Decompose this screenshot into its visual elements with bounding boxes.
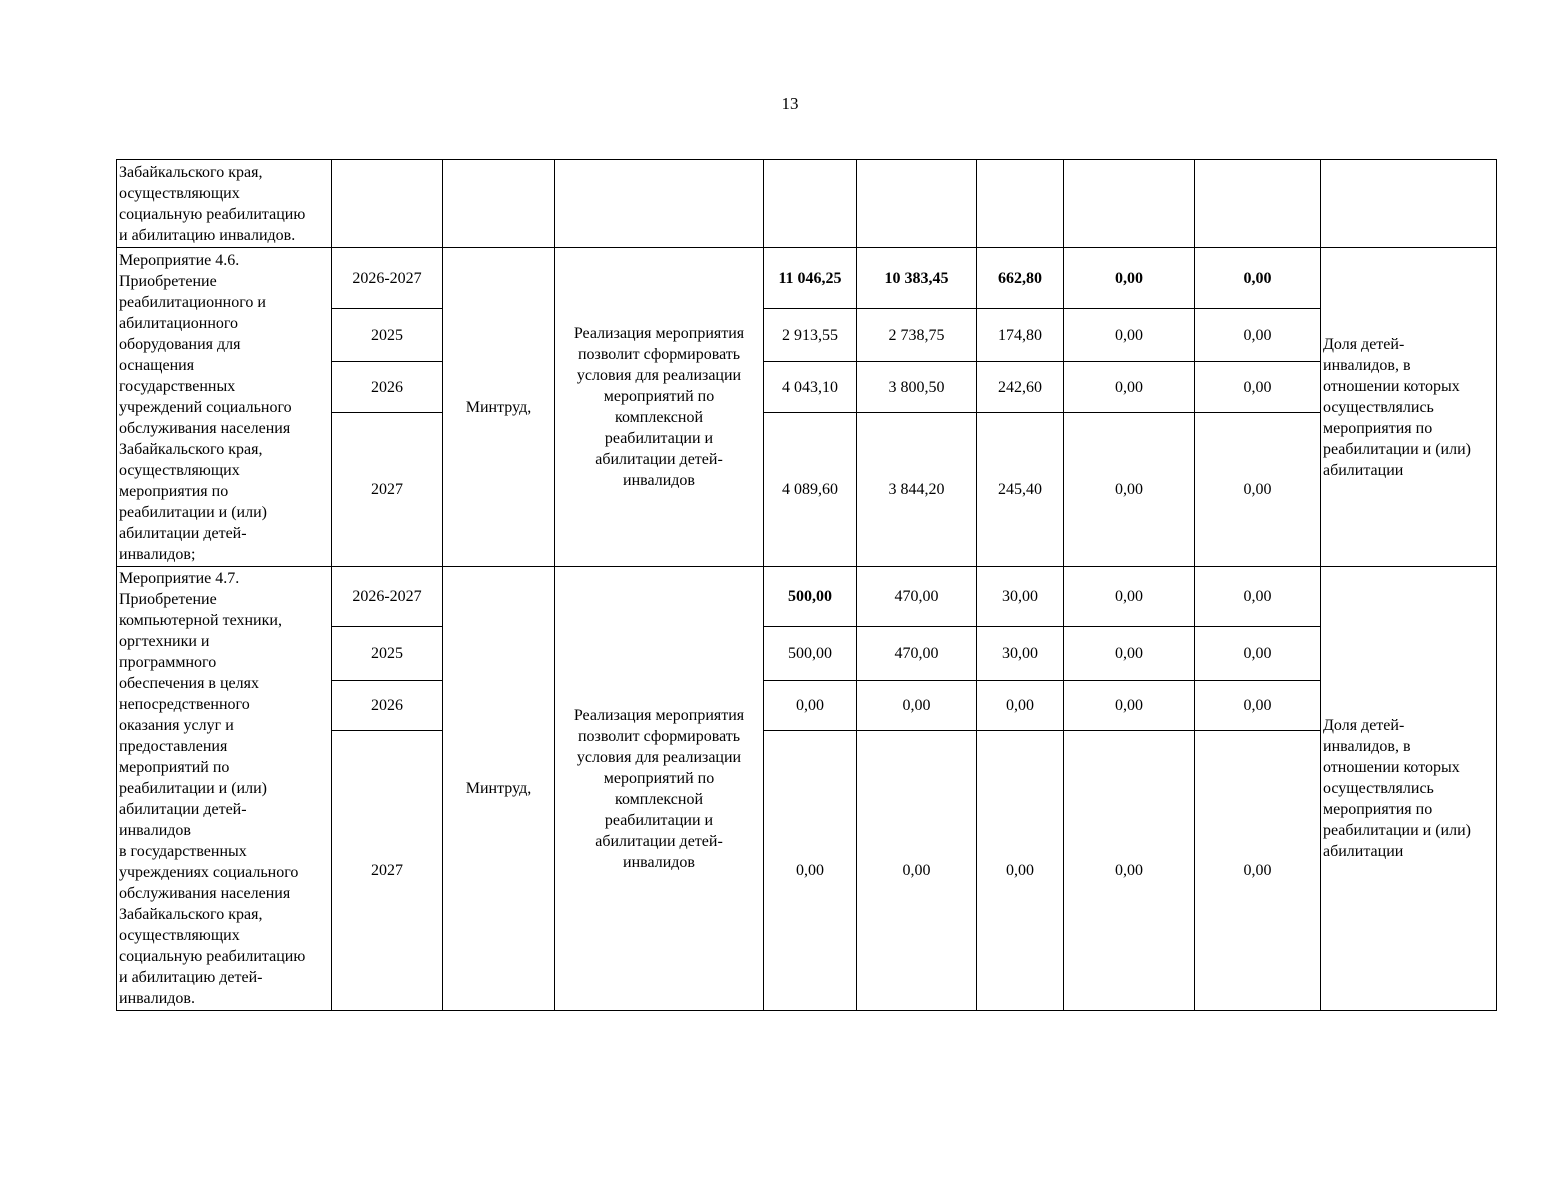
total-cell: 11 046,25 [764,248,857,309]
continuation-row [117,160,1497,248]
period-cell: 2026-2027 [332,567,443,627]
period-cell: 2026 [332,681,443,731]
total-cell: 0,00 [764,681,857,731]
amount-cell: 0,00 [857,681,977,731]
measure-name: Забайкальского края, осуществляющих социальную реабилитацию и абилитацию инвалидов. [117,160,332,248]
empty-cell [1064,160,1195,248]
amount-cell: 0,00 [1064,413,1195,567]
table-row [117,248,1497,309]
empty-cell [443,160,555,248]
amount-cell: 0,00 [1064,681,1195,731]
measure-name: Мероприятие 4.6. Приобретение реабилитационного и абилитационного оборудования для оснащения государственных учреждений социального обслуживания населения Забайкальского края, осуществляющих мероприятия по реабилитации и (или) абилитации детей- инвалидов; [117,248,332,567]
amount-cell: 0,00 [857,731,977,1011]
amount-cell: 0,00 [1064,731,1195,1011]
executor-cell: Минтруд, [443,248,555,567]
empty-cell [1195,160,1321,248]
amount-cell: 174,80 [977,309,1064,362]
indicator-cell: Доля детей- инвалидов, в отношении которых осуществлялись мероприятия по реабилитации и (или) абилитации [1321,248,1497,567]
amount-cell: 0,00 [977,681,1064,731]
period-cell: 2026 [332,362,443,413]
total-cell: 500,00 [764,567,857,627]
amount-cell: 0,00 [1195,413,1321,567]
amount-cell: 0,00 [1195,731,1321,1011]
total-cell: 500,00 [764,627,857,681]
amount-cell: 662,80 [977,248,1064,309]
period-cell: 2026-2027 [332,248,443,309]
executor-cell: Минтруд, [443,567,555,1011]
total-cell: 4 089,60 [764,413,857,567]
measure-name: Мероприятие 4.7. Приобретение компьютерной техники, оргтехники и программного обеспечения в целях непосредственного оказания услуг и предоставления мероприятий по реабилитации и (или) абилитации детей- инвалидов в государственных учреждениях социального обслуживания населения Забайкальского края, осуществляющих социальную реабилитацию и абилитацию детей- инвалидов. [117,567,332,1011]
amount-cell: 0,00 [1195,362,1321,413]
page-number: 13 [781,94,799,113]
period-cell: 2027 [332,413,443,567]
amount-cell: 30,00 [977,627,1064,681]
amount-cell: 3 800,50 [857,362,977,413]
empty-cell [1321,160,1497,248]
amount-cell: 245,40 [977,413,1064,567]
empty-cell [555,160,764,248]
result-cell: Реализация мероприятия позволит сформировать условия для реализации мероприятий по комплексной реабилитации и абилитации детей- инвалидов [555,567,764,1011]
amount-cell: 0,00 [1064,627,1195,681]
amount-cell: 0,00 [1195,567,1321,627]
total-cell: 4 043,10 [764,362,857,413]
amount-cell: 242,60 [977,362,1064,413]
indicator-cell: Доля детей- инвалидов, в отношении которых осуществлялись мероприятия по реабилитации и (или) абилитации [1321,567,1497,1011]
empty-cell [857,160,977,248]
total-cell: 2 913,55 [764,309,857,362]
amount-cell: 470,00 [857,627,977,681]
amount-cell: 0,00 [977,731,1064,1011]
period-cell: 2025 [332,309,443,362]
amount-cell: 30,00 [977,567,1064,627]
amount-cell: 0,00 [1064,309,1195,362]
total-cell: 0,00 [764,731,857,1011]
empty-cell [977,160,1064,248]
period-cell: 2027 [332,731,443,1011]
period-cell: 2025 [332,627,443,681]
amount-cell: 470,00 [857,567,977,627]
amount-cell: 2 738,75 [857,309,977,362]
amount-cell: 0,00 [1195,309,1321,362]
empty-cell [332,160,443,248]
amount-cell: 10 383,45 [857,248,977,309]
amount-cell: 0,00 [1064,567,1195,627]
measures-table [116,159,1497,1011]
empty-cell [764,160,857,248]
amount-cell: 0,00 [1064,248,1195,309]
result-cell: Реализация мероприятия позволит сформировать условия для реализации мероприятий по комплексной реабилитации и абилитации детей- инвалидов [555,248,764,567]
amount-cell: 0,00 [1195,627,1321,681]
amount-cell: 3 844,20 [857,413,977,567]
table-row [117,567,1497,627]
amount-cell: 0,00 [1195,248,1321,309]
amount-cell: 0,00 [1195,681,1321,731]
amount-cell: 0,00 [1064,362,1195,413]
